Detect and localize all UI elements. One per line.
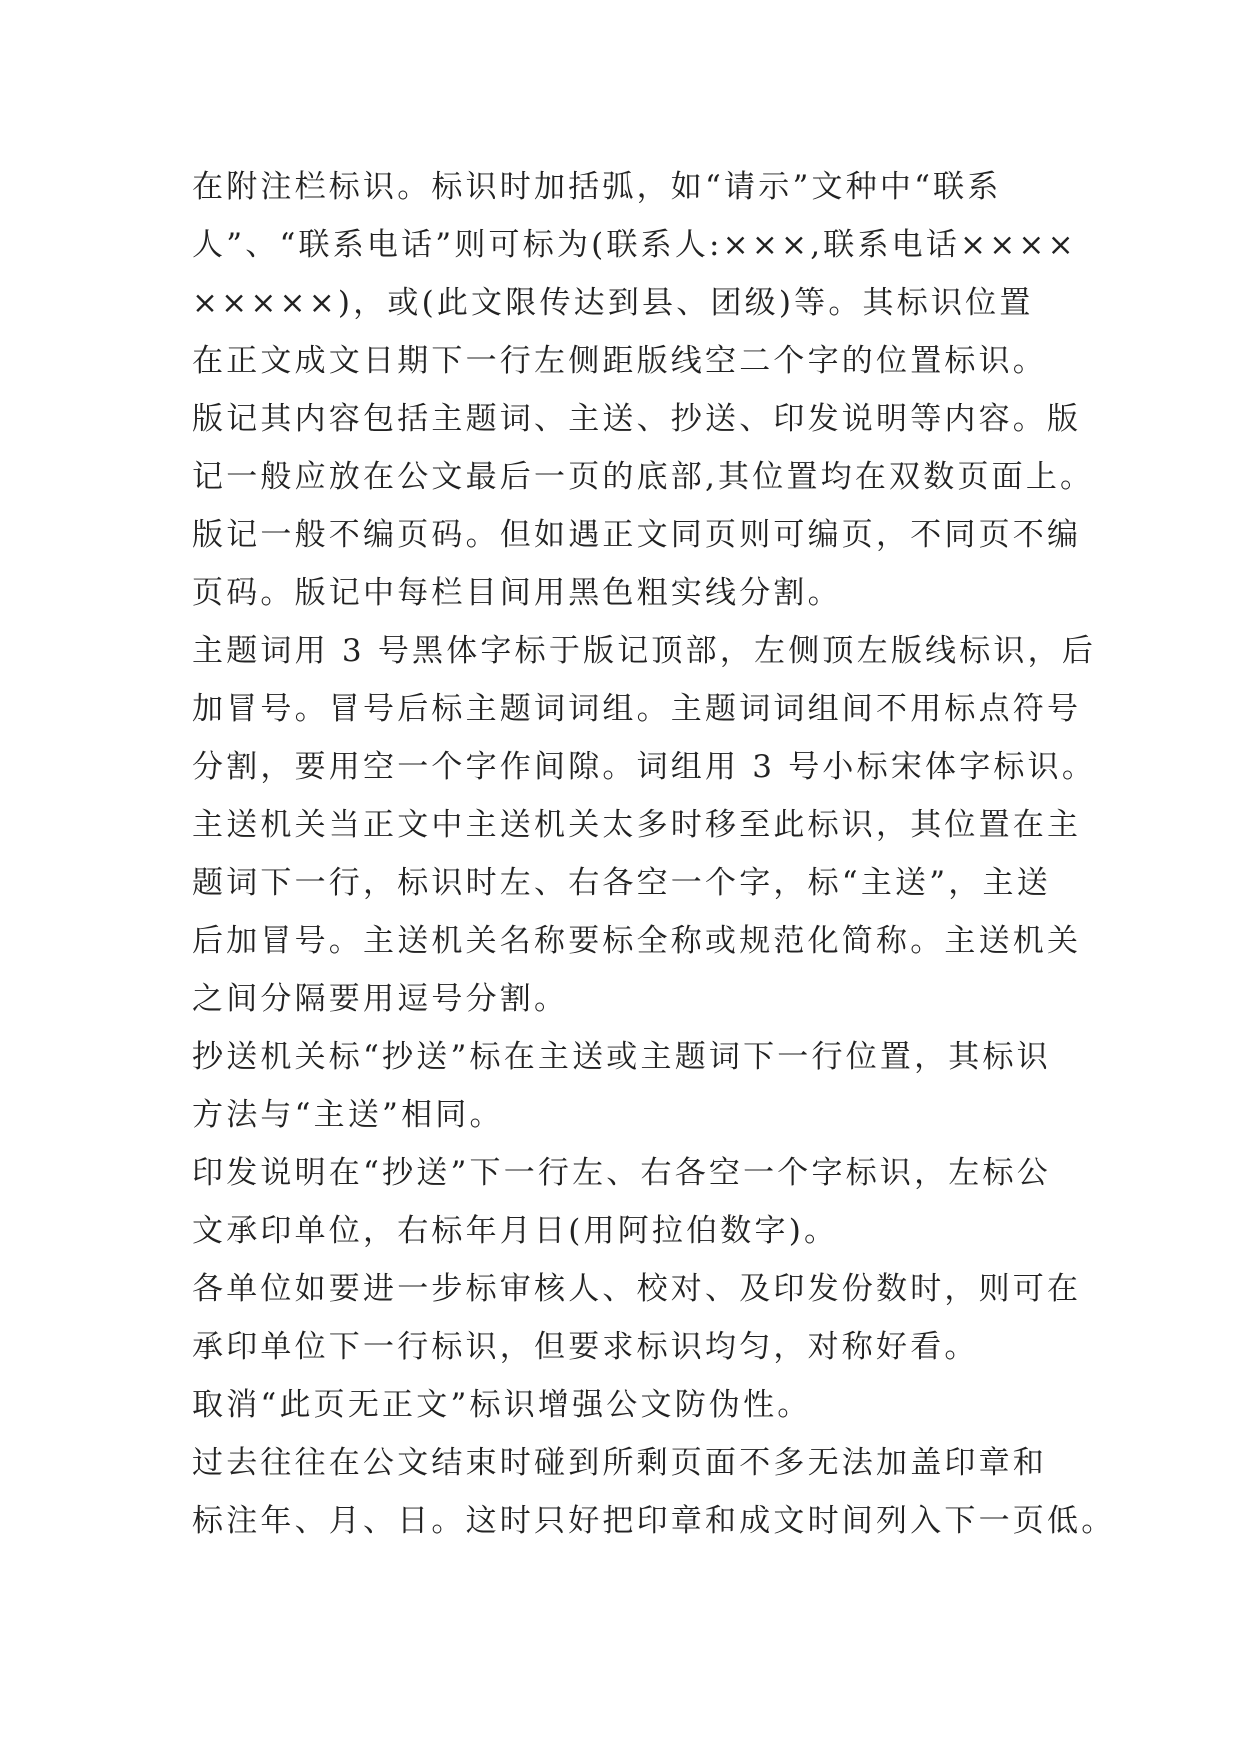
text-line: 主送机关当正文中主送机关太多时移至此标识，其位置在主	[192, 807, 1082, 843]
text-line: 方法与“主送”相同。	[192, 1097, 504, 1133]
text-line: 取消“此页无正文”标识增强公文防伪性。	[192, 1387, 812, 1423]
text-line: 文承印单位，右标年月日(用阿拉伯数字)。	[192, 1213, 839, 1249]
text-line: 抄送机关标“抄送”标在主送或主题词下一行位置，其标识	[192, 1039, 1051, 1075]
text-line: 在附注栏标识。标识时加括弧，如“请示”文种中“联系	[192, 169, 1002, 205]
text-line: 印发说明在“抄送”下一行左、右各空一个字标识，左标公	[192, 1155, 1051, 1191]
text-line: 之间分隔要用逗号分割。	[192, 981, 569, 1017]
text-line: 人”、“联系电话”则可标为(联系人:×××,联系电话××××	[192, 227, 1077, 263]
text-line: 版记其内容包括主题词、主送、抄送、印发说明等内容。版	[192, 401, 1082, 437]
text-line: 在正文成文日期下一行左侧距版线空二个字的位置标识。	[192, 343, 1047, 379]
text-line: 主题词用 3 号黑体字标于版记顶部，左侧顶左版线标识，后	[192, 633, 1097, 669]
text-line: 过去往往在公文结束时碰到所剩页面不多无法加盖印章和	[192, 1445, 1047, 1481]
text-line: 加冒号。冒号后标主题词词组。主题词词组间不用标点符号	[192, 691, 1082, 727]
text-line: 页码。版记中每栏目间用黑色粗实线分割。	[192, 575, 842, 611]
text-line: 记一般应放在公文最后一页的底部,其位置均在双数页面上。	[192, 459, 1095, 495]
text-line: 承印单位下一行标识，但要求标识均匀，对称好看。	[192, 1329, 979, 1365]
text-line: 标注年、月、日。这时只好把印章和成文时间列入下一页低。	[192, 1503, 1116, 1539]
document-body	[192, 158, 1116, 1550]
text-line: 题词下一行，标识时左、右各空一个字，标“主送”，主送	[192, 865, 1051, 901]
text-line: 版记一般不编页码。但如遇正文同页则可编页，不同页不编	[192, 517, 1082, 553]
text-line: 各单位如要进一步标审核人、校对、及印发份数时，则可在	[192, 1271, 1082, 1307]
text-line: 后加冒号。主送机关名称要标全称或规范化简称。主送机关	[192, 923, 1082, 959]
text-line: 分割，要用空一个字作间隙。词组用 3 号小标宋体字标识。	[192, 749, 1097, 785]
text-line: ×××××)，或(此文限传达到县、团级)等。其标识位置	[192, 285, 1034, 321]
